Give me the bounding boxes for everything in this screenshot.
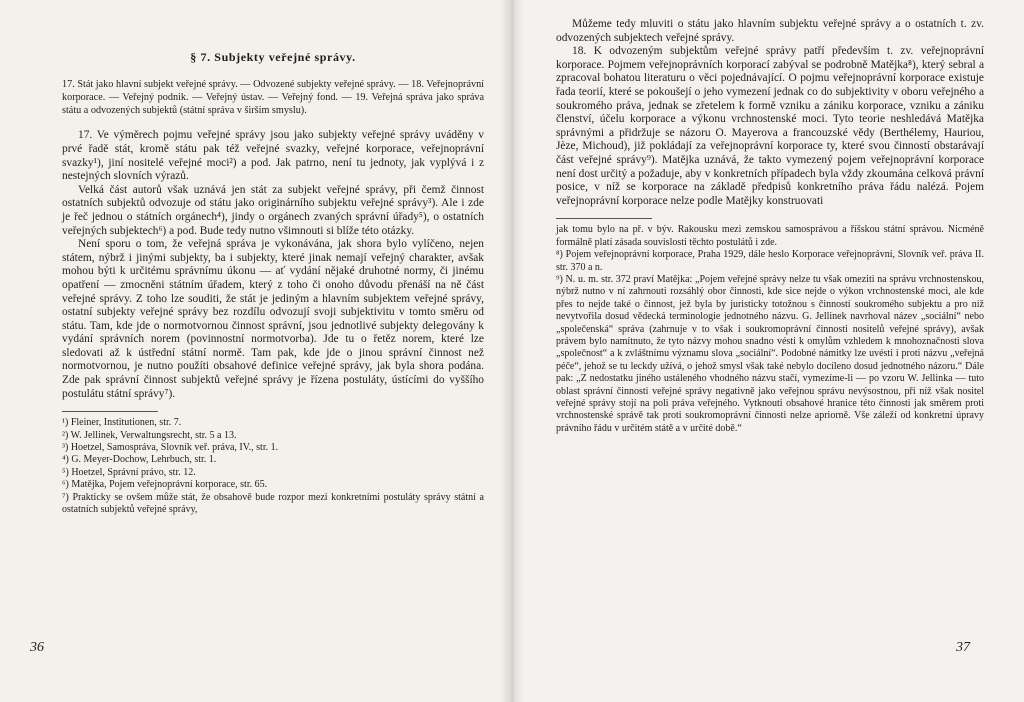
paragraph-muzeme: Můžeme tedy mluviti o státu jako hlavním subjektu veřejné správy a o ostatních t. zv. odvozených subjektech veřejné správy. (556, 18, 984, 44)
footnote-2: ²) W. Jellinek, Verwaltungsrecht, str. 5 a 13. (62, 429, 237, 441)
right-page (512, 0, 1024, 702)
paragraph-18: 18. K odvozeným subjektům veřejné správy patří především t. zv. veřejnoprávní korporace. Pojmem veřejnoprávních korporací zabýval se podrobně Matějka⁸), který sebral a zpracoval bohatou literaturu o věci pojednávající. O pojmu veřejnoprávní korporace existuje řada teorií, které se pokoušejí o jeho vymezení jednak co do subjektivity v oboru veřejného a soukromého práva, jednak se zřetelem k formě vzniku a zániku korporace, vzniku a zániku členství, účelu korporace a výkonu vrchnostenské moci. Tyto teorie neshledává Matějka správnými a přidržuje se názoru O. Mayerova a francouzské vědy (Berthélemy, Hauriou, Jèze, Michoud), již pokládají za veřejnoprávní korporace ty, které svou činností obstarávají část veřejné správy⁹). Matějka uznává, že takto vymezený pojem veřejnoprávní korporace není dost určitý a požaduje, aby v konkretních případech byla vždy zkoumána celková právní posice, v níž se korporace na základě předpisů konkretního práva řádu nalézá. Pojem veřejnoprávní korporace nelze podle Matějky konstruovati (556, 45, 984, 207)
footnote-7: ⁷) Prakticky se ovšem může stát, že obsahově bude rozpor mezi konkretními postuláty správy státní a ostatních subjektů veřejné správy, (62, 491, 484, 516)
footnote-5: ⁵) Hoetzel, Správní právo, str. 12. (62, 466, 196, 478)
paragraph-neni-sporu: Není sporu o tom, že veřejná správa je vykonávána, jak shora bylo vylíčeno, nejen státem, nýbrž i jinými subjekty, ba i subjekty, které jinak nemají veřejný charakter, avšak mohou býti k určitému správnímu úkonu — ať vydání nějaké druhotné normy, či jinému opatření — zmocněni státním úřadem, který z toho či onoho důvodu přenáší na ně část veřejné správy. Z toho lze souditi, že stát je jediným a hlavním subjektem veřejné správy, ostatní subjekty veřejné správy bez rozdílu odvozují svoji subjektivitu v tomto směru od státu. Tam, kde jde o normotvornou činnost správní, jsou jednotlivé subjekty delegovány k vydání správních norem (povinnostní normotvorba). Jde tu o řetěz norem, které lze sledovati až k ústřední státní normě. Tam pak, kde jde o jinou správní činnost než normotvornou, je nutno použíti obsahové definice veřejné správy, jak byla shora podána. Zde pak správní činnost subjektů veřejné správy je řízena postuláty, ústícími do vyššího postulátu státní správy⁷). (62, 238, 484, 400)
section-summary: 17. Stát jako hlavní subjekt veřejné správy. — Odvozené subjekty veřejné správy. — 18. Veřejnoprávní korporace. — Veřejný podnik. — Veřejný ústav. — Veřejný fond. — 19. Veřejná správa jako správa státu a odvozených subjektů (státní správa v širším smyslu). (62, 79, 484, 116)
page-number: 37 (956, 640, 970, 655)
footnote-9: ⁹) N. u. m. str. 372 praví Matějka: „Pojem veřejné správy nelze tu však omeziti na správu vrchnostenskou, nýbrž nutno v ní zahrnouti rozsáhlý obor činnosti, kde sice nejde o výkon vrchnostenské moci, ale kde přes to nejde také o činnost, jež byla by juristicky totožnou s činností soukromého subjektu a pro níž nevytvořila dosud vědecká terminologie jednotného názvu. G. Jellinek navrhoval název „sociální“ nebo „společenská“ správa (zahrnuje v to však i soukromoprávní činnosti nositelů veřejné správy), avšak právem bylo namítnuto, že tyto názvy mohou snadno vésti k omylům vzhledem k mnohoznačnosti slova „společnost“ a k zvláštnímu významu slova „sociální“. Podobné námitky lze uvésti i proti názvu „veřejná péče“, jehož se tu leckdy užívá, o jehož smysl však také nebylo docíleno dosud jednotného názoru.“ Dále pak: „Z nedostatku jiného ustáleného vhodného názvu stačí, vymezíme-li — po vzoru W. Jellinka — tuto oblast správní činnosti veřejné správy negativně jako veřejnou správu nevýsostnou, při níž však nositel veřejné správy stojí na poli práva veřejného. Vytknouti obsahové hranice této činnosti jak směrem proti vrchnostenské správě tak proti soukromoprávní činnosti nelze apriorně. Vše záleží od konkretní úpravy právního řádu v určitém státě a v určité době.“ (556, 273, 984, 434)
footnote-7-continued: jak tomu bylo na př. v býv. Rakousku mezi zemskou samosprávou a říšskou státní správou. Nicméně formálně platí zásada souvislosti těchto postulátů i zde. (556, 224, 984, 248)
paragraph-velka-cast: Velká část autorů však uznává jen stát za subjekt veřejné správy, při čemž činnost ostatních subjektů odvozuje od státu jako originárního subjektu veřejné správy³). Ale i zde je řeč jednou o státních orgánech⁴), jindy o orgánech zvaných správní úřady⁵), o ostatních veřejných subjektech⁶) a pod. Bude tedy nutno všimnouti si blíže této otázky. (62, 183, 484, 237)
page-number: 36 (30, 640, 44, 655)
footnote-rule (62, 411, 158, 412)
footnote-8: ⁸) Pojem veřejnoprávní korporace, Praha 1929, dále heslo Korporace veřejnoprávní, Slovník veř. práva II. str. 370 a n. (556, 249, 984, 273)
footnotes (62, 417, 484, 516)
footnote-1: ¹) Fleiner, Institutionen, str. 7. (62, 417, 182, 429)
footnotes (556, 224, 984, 435)
section-heading: § 7. Subjekty veřejné správy. (190, 50, 356, 64)
footnote-rule (556, 218, 652, 219)
footnote-3: ³) Hoetzel, Samospráva, Slovník veř. práva, IV., str. 1. (62, 442, 279, 454)
paragraph-17: 17. Ve výměrech pojmu veřejné správy jsou jako subjekty veřejné správy uváděny v prvé řadě stát, kromě státu pak též veřejné svazky, veřejné korporace, veřejnoprávní svazky¹), jiní nositelé veřejné moci²) a pod. Jak patrno, není tu jednoty, jak vyplývá i z nestejných slovních výrazů. (62, 129, 484, 183)
footnote-6: ⁶) Matějka, Pojem veřejnoprávní korporace, str. 65. (62, 479, 268, 491)
footnote-4: ⁴) G. Meyer-Dochow, Lehrbuch, str. 1. (62, 454, 217, 466)
